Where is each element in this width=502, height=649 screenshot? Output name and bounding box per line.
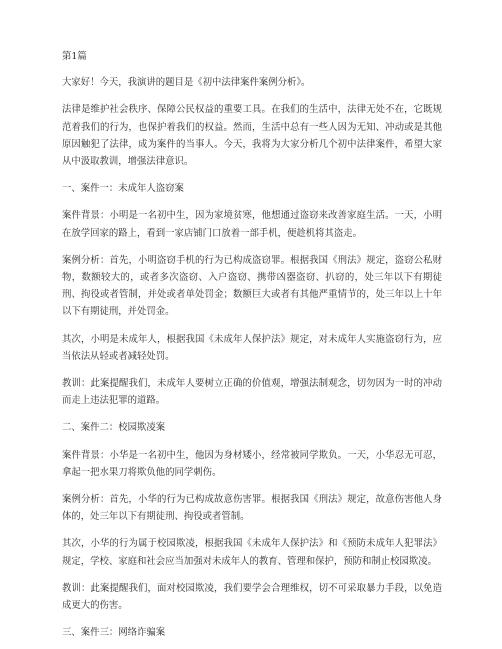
case-1-background: 案件背景：小明是一名初中生，因为家境贫寒，他想通过盗窃来改善家庭生活。一天，小明在放学回家的路上，看到一家店铺门口放着一部手机，便趁机将其盗走。	[62, 210, 442, 239]
case-2-lesson: 教训：此案提醒我们，面对校园欺凌，我们要学会合理维权，切不可采取暴力手段，以免造成更大的伤害。	[62, 582, 442, 612]
intro-paragraph: 法律是维护社会秩序、保障公民权益的重要工具。在我们的生活中，法律无处不在，它既规范着我们的行为，也保护着我们的权益。然而，生活中总有一些人因为无知、冲动或是其他原因触犯了法律，成为案件的当事人。今天，我将为大家分析几个初中法律案件，希望大家从中汲取教训，增强法律意识。	[62, 104, 442, 168]
page-number-label: 第1篇	[62, 51, 87, 62]
case-1-analysis-2: 其次，小明是未成年人，根据我国《未成年人保护法》规定，对未成年人实施盗窃行为，应当依法从轻或者减轻处罚。	[62, 333, 442, 362]
greeting-paragraph: 大家好！今天，我演讲的题目是《初中法律案件案例分析》。	[62, 77, 311, 89]
case-2-analysis: 案例分析：首先，小华的行为已构成故意伤害罪。根据我国《刑法》规定，故意伤害他人身体的，处三年以下有期徒刑、拘役或者管制。	[62, 494, 442, 523]
case-1-lesson: 教训：此案提醒我们，未成年人要树立正确的价值观，增强法制观念，切勿因为一时的冲动而走上违法犯罪的道路。	[62, 378, 442, 407]
case-1-analysis: 案例分析：首先，小明盗窃手机的行为已构成盗窃罪。根据我国《刑法》规定，盗窃公私财物，数额较大的，或者多次盗窃、入户盗窃、携带凶器盗窃、扒窃的，处三年以下有期徒刑、拘役或者管制，并处或者单处罚金；数额巨大或者有其他严重情节的，处三年以上十年以下有期徒刑，并处罚金。	[62, 254, 442, 318]
case-2-background: 案件背景：小华是一名初中生，他因为身材矮小，经常被同学欺负。一天，小华忍无可忍，拿起一把水果刀将欺负他的同学刺伤。	[62, 449, 442, 478]
section-heading-case-1: 一、案件一：未成年人盗窃案	[62, 183, 184, 195]
section-heading-case-3: 三、案件三：网络诈骗案	[62, 627, 166, 639]
section-heading-case-2: 二、案件二：校园欺凌案	[62, 422, 166, 434]
case-2-analysis-2: 其次，小华的行为属于校园欺凌，根据我国《未成年人保护法》和《预防未成年人犯罪法》规定，学校、家庭和社会应当加强对未成年人的教育、管理和保护，预防和制止校园欺凌。	[62, 538, 442, 567]
